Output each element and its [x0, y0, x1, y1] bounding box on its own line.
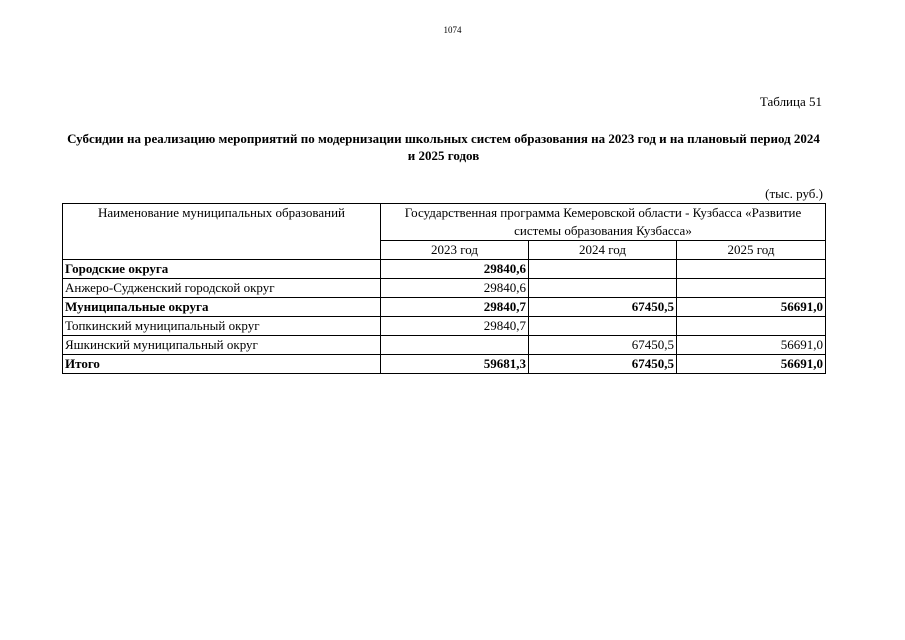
header-year-2023: 2023 год [381, 241, 529, 260]
row-value-2024 [529, 260, 677, 279]
row-value-2025: 56691,0 [677, 355, 826, 374]
row-name: Яшкинский муниципальный округ [63, 336, 381, 355]
row-value-2025: 56691,0 [677, 298, 826, 317]
page-number: 1074 [443, 25, 462, 35]
row-value-2023 [381, 336, 529, 355]
row-value-2025 [677, 260, 826, 279]
table-row [63, 298, 826, 317]
subsidy-table [62, 203, 826, 374]
table-total-row [63, 355, 826, 374]
table-row [63, 260, 826, 279]
row-value-2025: 56691,0 [677, 336, 826, 355]
row-value-2023: 29840,7 [381, 317, 529, 336]
header-year-2024: 2024 год [529, 241, 677, 260]
table-row [63, 317, 826, 336]
table-row [63, 279, 826, 298]
header-program: Государственная программа Кемеровской области - Кузбасса «Развитие системы образования Кузбасса» [381, 204, 826, 241]
row-value-2023: 59681,3 [381, 355, 529, 374]
row-value-2024 [529, 317, 677, 336]
table-label: Таблица 51 [759, 94, 822, 109]
row-value-2024: 67450,5 [529, 336, 677, 355]
row-value-2024: 67450,5 [529, 355, 677, 374]
row-value-2024 [529, 279, 677, 298]
row-value-2025 [677, 317, 826, 336]
row-value-2025 [677, 279, 826, 298]
row-name: Городские округа [63, 260, 381, 279]
table-header-row [63, 204, 826, 241]
document-title: Субсидии на реализацию мероприятий по модернизации школьных систем образования на 2023 год и на плановый период 2024 и 2025 годов [67, 131, 820, 163]
row-name: Топкинский муниципальный округ [63, 317, 381, 336]
row-name: Муниципальные округа [63, 298, 381, 317]
units-label: (тыс. руб.) [765, 186, 823, 201]
row-value-2023: 29840,6 [381, 260, 529, 279]
table-row [63, 336, 826, 355]
header-year-2025: 2025 год [677, 241, 826, 260]
row-name: Анжеро-Судженский городской округ [63, 279, 381, 298]
header-municipality: Наименование муниципальных образований [63, 204, 381, 260]
row-value-2023: 29840,6 [381, 279, 529, 298]
row-value-2024: 67450,5 [529, 298, 677, 317]
row-value-2023: 29840,7 [381, 298, 529, 317]
row-name: Итого [63, 355, 381, 374]
